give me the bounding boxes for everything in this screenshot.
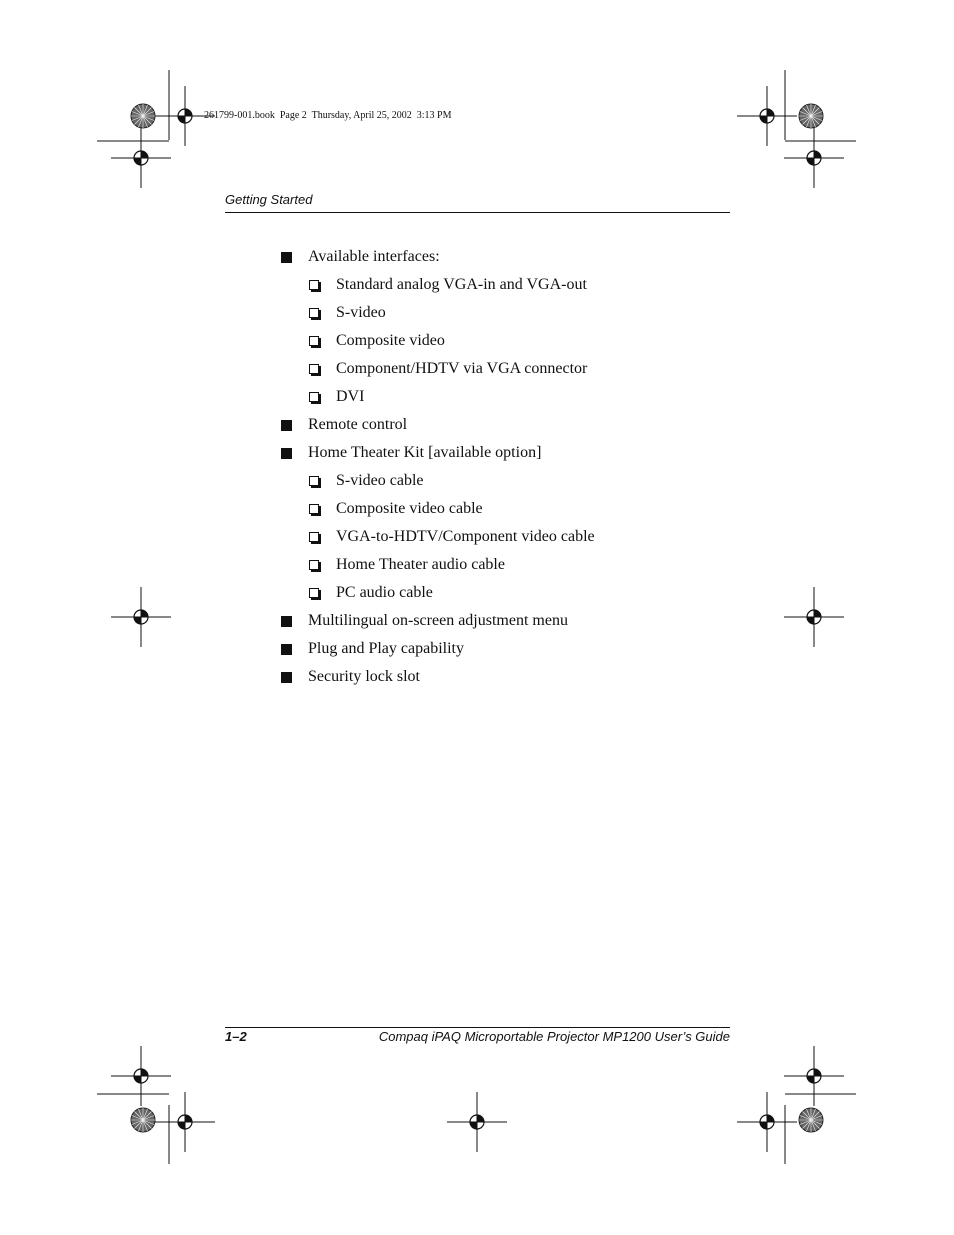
box-bullet-icon	[309, 476, 319, 486]
list-item-text: Remote control	[308, 416, 408, 433]
sub-list-item	[336, 583, 433, 603]
box-bullet-icon	[309, 560, 319, 570]
sub-list-item	[336, 303, 386, 323]
box-bullet-icon	[309, 532, 319, 542]
list-item	[308, 247, 440, 267]
sub-list-item	[336, 499, 483, 519]
list-item	[308, 667, 420, 687]
square-bullet-icon	[281, 420, 292, 431]
list-item-text: Composite video cable	[336, 500, 483, 517]
sub-list-item	[336, 387, 364, 407]
square-bullet-icon	[281, 448, 292, 459]
box-bullet-icon	[309, 364, 319, 374]
box-bullet-icon	[309, 504, 319, 514]
list-item-text: Composite video	[336, 332, 445, 349]
box-bullet-icon	[309, 392, 319, 402]
list-item-text: Security lock slot	[308, 668, 420, 685]
sub-list-item	[336, 471, 424, 491]
square-bullet-icon	[281, 616, 292, 627]
sub-list-item	[336, 359, 587, 379]
list-item-text: Standard analog VGA-in and VGA-out	[336, 276, 587, 293]
list-item-text: DVI	[336, 388, 365, 405]
box-bullet-icon	[309, 588, 319, 598]
list-item-text: Component/HDTV via VGA connector	[336, 360, 588, 377]
list-item	[308, 443, 541, 463]
page-number: 1–2	[225, 1029, 247, 1044]
sub-list-item	[336, 555, 505, 575]
running-head: Getting Started	[225, 192, 313, 207]
list-item-text: Plug and Play capability	[308, 640, 464, 657]
square-bullet-icon	[281, 252, 292, 263]
list-item-text: Multilingual on-screen adjustment menu	[308, 612, 568, 629]
list-item-text: Available interfaces:	[308, 248, 440, 265]
sub-list-item	[336, 527, 595, 547]
list-item-text: Home Theater Kit [available option]	[308, 444, 542, 461]
sub-list-item	[336, 275, 587, 295]
list-item-text: Home Theater audio cable	[336, 556, 505, 573]
square-bullet-icon	[281, 672, 292, 683]
book-title: Compaq iPAQ Microportable Projector MP1200 User’s Guide	[378, 1029, 730, 1044]
list-item	[308, 639, 464, 659]
box-bullet-icon	[309, 336, 319, 346]
print-slug: 261799-001.book Page 2 Thursday, April 25, 2002 3:13 PM	[204, 110, 452, 121]
list-item	[308, 611, 568, 631]
box-bullet-icon	[309, 308, 319, 318]
sub-list-item	[336, 331, 445, 351]
list-item-text: S-video cable	[336, 472, 424, 489]
footer-rule	[225, 1027, 730, 1028]
list-item	[308, 415, 407, 435]
square-bullet-icon	[281, 644, 292, 655]
list-item-text: VGA-to-HDTV/Component video cable	[336, 528, 595, 545]
box-bullet-icon	[309, 280, 319, 290]
list-item-text: PC audio cable	[336, 584, 433, 601]
list-item-text: S-video	[336, 304, 386, 321]
